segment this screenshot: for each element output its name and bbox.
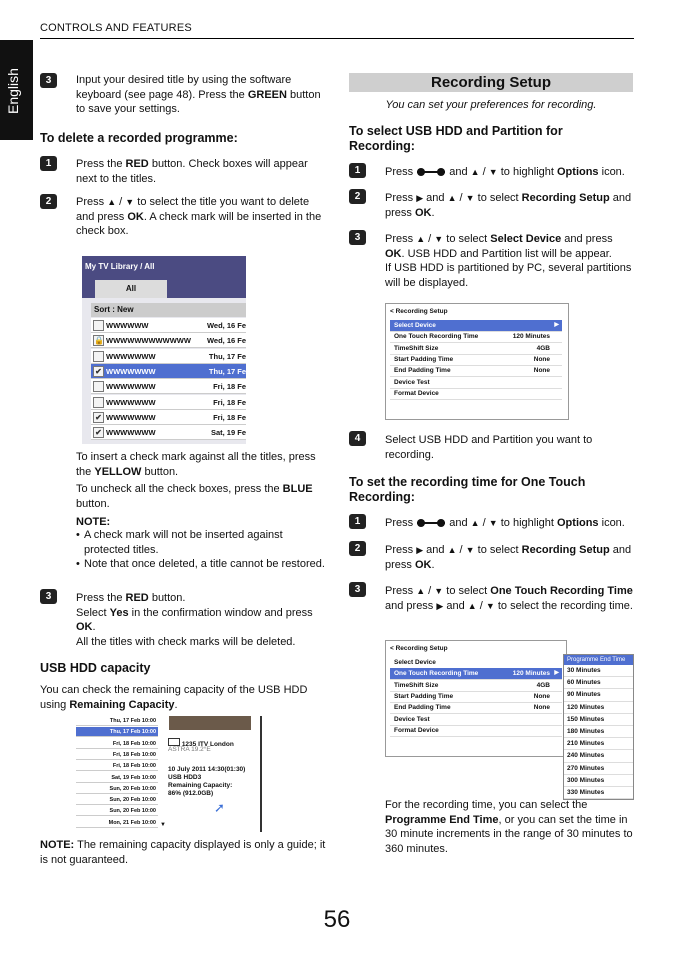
step-number: 2 (40, 194, 57, 209)
menu-title: < Recording Setup (390, 645, 448, 652)
step3-keyboard-text: Input your desired title by using the software keyboard (see page 48). Press the GREEN button to save your settings. (76, 74, 321, 115)
menu-row[interactable] (390, 668, 562, 680)
dropdown-option[interactable]: 180 Minutes (564, 726, 633, 738)
ot-step3: Press ▲ / ▼ to select One Touch Recording Time and press ▶ and ▲ / ▼ to select the recording time. (385, 585, 633, 612)
remaining-label: Remaining Capacity: (168, 782, 233, 789)
library-row[interactable] (91, 318, 246, 333)
step-number: 4 (349, 431, 366, 446)
step-number: 3 (349, 582, 366, 597)
capacity-screen (76, 716, 262, 832)
usb-partition-heading: To select USB HDD and Partition for Recording: (349, 124, 563, 153)
title-name: WWWWWWW (106, 382, 156, 392)
title-date: Wed, 16 Fe (206, 321, 246, 330)
menu-row[interactable] (390, 714, 562, 726)
title-name: WWWWWW (106, 321, 149, 330)
checkbox[interactable] (93, 351, 104, 362)
scroll-down-icon: ▼ (160, 822, 166, 828)
capacity-list-row[interactable]: Mon, 21 Feb 10:00 (76, 818, 158, 828)
dropdown-option[interactable]: 30 Minutes (564, 665, 633, 677)
menu-row-label: TimeShift Size (394, 344, 439, 352)
dropdown-option[interactable]: 90 Minutes (564, 689, 633, 701)
title-date: Sat, 19 Fe (210, 428, 246, 438)
capacity-list-row[interactable]: Sun, 20 Feb 10:00 (76, 806, 158, 816)
dropdown-option[interactable]: 150 Minutes (564, 714, 633, 726)
menu-row-label: One Touch Recording Time (394, 670, 479, 678)
menu-row-label: Start Padding Time (394, 692, 454, 700)
one-touch-heading: To set the recording time for One Touch Recording: (349, 475, 586, 504)
dropdown-option[interactable]: 240 Minutes (564, 750, 633, 762)
checkbox[interactable] (93, 381, 104, 392)
capacity-list-row[interactable]: Thu, 17 Feb 10:00 (76, 716, 158, 726)
header-rule (40, 38, 634, 39)
step-number: 1 (40, 156, 57, 171)
ot-step1: Press and ▲ / ▼ to highlight Options icon. (385, 517, 625, 529)
menu-row[interactable] (390, 388, 562, 400)
library-row[interactable] (91, 349, 246, 364)
title-name: WWWWWWW (106, 366, 156, 376)
capacity-note: NOTE: The remaining capacity displayed is only a guide; it is not guaranteed. (40, 839, 326, 866)
menu-row-label: TimeShift Size (394, 681, 439, 689)
scrollbar[interactable] (260, 716, 262, 832)
menu-row[interactable] (390, 680, 562, 692)
section-header: CONTROLS AND FEATURES (40, 22, 192, 34)
title-name: WWWWWWW (106, 397, 156, 407)
usb-step2: Press ▶ and ▲ / ▼ to select Recording Setup and press OK. (385, 192, 632, 219)
title-name: WWWWWWW (106, 351, 156, 361)
menu-row[interactable] (390, 365, 562, 377)
step-number: 1 (349, 514, 366, 529)
record-datetime: 10 July 2011 14:30(01:30) (168, 766, 246, 773)
title-date: Fri, 18 Fe (213, 412, 246, 422)
uncheck-all-text: To uncheck all the check boxes, press the BLUE button. (76, 483, 313, 510)
dropdown-header: Programme End Time (564, 655, 633, 665)
menu-row-label: Start Padding Time (394, 355, 454, 363)
capacity-list-row[interactable]: Sun, 20 Feb 10:00 (76, 795, 158, 805)
device-name: USB HDD3 (168, 774, 202, 781)
menu-row-value: 120 Minutes (512, 333, 550, 341)
tv-library-screen (82, 256, 246, 444)
title-name: WWWWWWWWWWWW (106, 336, 191, 346)
recording-setup-subtitle: You can set your preferences for recording. (385, 99, 597, 111)
menu-row[interactable] (390, 343, 562, 355)
note-label: NOTE: (76, 516, 111, 528)
checkbox[interactable] (93, 320, 104, 331)
del-step2-text: Press ▲ / ▼ to select the title you want to delete and press OK. A check mark will be inserted in the check box. (76, 196, 322, 237)
del-step1-text: Press the RED button. Check boxes will appear next to the titles. (76, 158, 308, 185)
menu-row-label: Device Test (394, 715, 430, 723)
language-tab (0, 40, 33, 140)
menu-row-label: End Padding Time (394, 367, 451, 375)
capacity-list-row[interactable]: Thu, 17 Feb 10:00 (76, 727, 158, 737)
dropdown-option[interactable]: 330 Minutes (564, 787, 633, 799)
library-row[interactable] (91, 333, 246, 348)
usb-step4: Select USB HDD and Partition you want to recording. (385, 434, 593, 461)
menu-row[interactable] (390, 354, 562, 366)
page-number: 56 (323, 906, 351, 933)
title-date: Thu, 17 Fe (208, 366, 246, 376)
menu-row-value: None (533, 704, 550, 712)
dropdown-option[interactable]: 270 Minutes (564, 763, 633, 775)
step-number: 1 (349, 163, 366, 178)
library-tab-all[interactable]: All (95, 280, 167, 298)
menu-row-label: Format Device (394, 389, 439, 397)
usb-step1: Press and ▲ / ▼ to highlight Options icon. (385, 166, 625, 178)
quick-button-icon (416, 167, 446, 177)
capacity-list-row[interactable]: Fri, 18 Feb 10:00 (76, 761, 158, 771)
menu-row-label: One Touch Recording Time (394, 333, 479, 341)
menu-row-label: Format Device (394, 726, 439, 734)
usb-step3: Press ▲ / ▼ to select Select Device and press OK. USB HDD and Partition list will be appear. If USB HDD is partitioned by PC, several partitions will be displayed. (385, 233, 632, 289)
capacity-list-row[interactable]: Fri, 18 Feb 10:00 (76, 739, 158, 749)
checkbox[interactable]: 🔒 (94, 336, 104, 346)
step-number: 3 (40, 589, 57, 604)
menu-row-label: Device Test (394, 378, 430, 386)
language-tab-label: English (5, 68, 21, 114)
menu-row-value: 4GB (536, 344, 550, 352)
menu-row-value: 4GB (536, 681, 550, 689)
menu-row[interactable] (390, 331, 562, 343)
checkbox[interactable] (93, 397, 104, 408)
note-item-1: • A check mark will not be inserted against protected titles. (76, 529, 283, 556)
note-item-2: • Note that once deleted, a title cannot be restored. (76, 558, 325, 570)
dropdown-option[interactable]: 210 Minutes (564, 738, 633, 750)
remaining-value: 86% (912.0GB) (168, 790, 214, 797)
menu-row-value: None (533, 355, 550, 363)
arrow-right-icon: ▶ (554, 322, 559, 328)
programme-end-dropdown[interactable] (563, 654, 634, 800)
title-date: Fri, 18 Fe (213, 382, 246, 392)
checkbox[interactable]: ✔ (93, 427, 104, 438)
delete-heading: To delete a recorded programme: (40, 131, 238, 145)
menu-row-label: End Padding Time (394, 704, 451, 712)
dropdown-option[interactable]: 300 Minutes (564, 775, 633, 787)
cursor-icon: ➚ (214, 800, 225, 815)
library-row[interactable] (91, 364, 246, 379)
satellite: ASTRA 19.2°E (168, 746, 211, 753)
capacity-list-row[interactable]: Sat, 19 Feb 10:00 (76, 773, 158, 783)
library-row[interactable] (91, 425, 246, 440)
title-name: WWWWWWW (106, 412, 156, 422)
step-number: 2 (349, 189, 366, 204)
menu-row[interactable] (390, 657, 562, 669)
step-number: 3 (40, 73, 57, 88)
checkbox[interactable]: ✔ (93, 412, 104, 423)
menu-row[interactable] (390, 702, 562, 714)
final-text: For the recording time, you can select the Programme End Time, or you can set the time in 30 minute increments in the range of 30 minutes to 360 minutes. (385, 799, 633, 855)
channel-thumbnail (169, 716, 251, 730)
capacity-list-row[interactable]: Fri, 18 Feb 10:00 (76, 750, 158, 760)
ot-step2: Press ▶ and ▲ / ▼ to select Recording Setup and press OK. (385, 544, 632, 571)
menu-title: < Recording Setup (390, 308, 448, 315)
menu-row-label: Select Device (394, 322, 436, 329)
dropdown-option[interactable]: 60 Minutes (564, 677, 633, 689)
usb-capacity-text: You can check the remaining capacity of the USB HDD using Remaining Capacity. (40, 684, 308, 711)
menu-row-label: Select Device (394, 659, 436, 666)
title-date: Thu, 17 Fe (208, 351, 246, 361)
library-row[interactable] (91, 379, 246, 394)
menu-row-value: None (533, 692, 550, 700)
checkbox[interactable]: ✔ (93, 366, 104, 377)
menu-row[interactable] (390, 691, 562, 703)
dropdown-option[interactable]: 120 Minutes (564, 702, 633, 714)
title-date: Fri, 18 Fe (213, 397, 246, 407)
capacity-list-row[interactable]: Sun, 20 Feb 10:00 (76, 784, 158, 794)
menu-row[interactable] (390, 377, 562, 389)
menu-row[interactable] (390, 320, 562, 332)
menu-row-value: 120 Minutes (512, 670, 550, 678)
del-step3-text: Press the RED button. Select Yes in the confirmation window and press OK. All the titles with check marks will be deleted. (76, 592, 313, 648)
arrow-right-icon: ▶ (554, 670, 559, 677)
library-row[interactable] (91, 395, 246, 410)
step-number: 3 (349, 230, 366, 245)
usb-capacity-heading: USB HDD capacity (40, 661, 151, 675)
recording-setup-menu (385, 303, 569, 420)
tv-icon (168, 738, 180, 746)
library-sort[interactable]: Sort : New (91, 303, 246, 317)
quick-button-icon (416, 518, 446, 528)
menu-row[interactable] (390, 725, 562, 737)
recording-setup-menu-2 (385, 640, 567, 757)
title-name: WWWWWWW (106, 428, 156, 438)
insert-all-text: To insert a check mark against all the titles, press the YELLOW button. (76, 451, 316, 478)
recording-setup-banner: Recording Setup (349, 73, 633, 92)
channel-info: 1235 ITV London (168, 738, 234, 749)
library-row[interactable] (91, 410, 246, 425)
menu-row-value: None (533, 367, 550, 375)
title-date: Wed, 16 Fe (206, 336, 246, 346)
step-number: 2 (349, 541, 366, 556)
library-title: My TV Library / All (85, 262, 155, 271)
